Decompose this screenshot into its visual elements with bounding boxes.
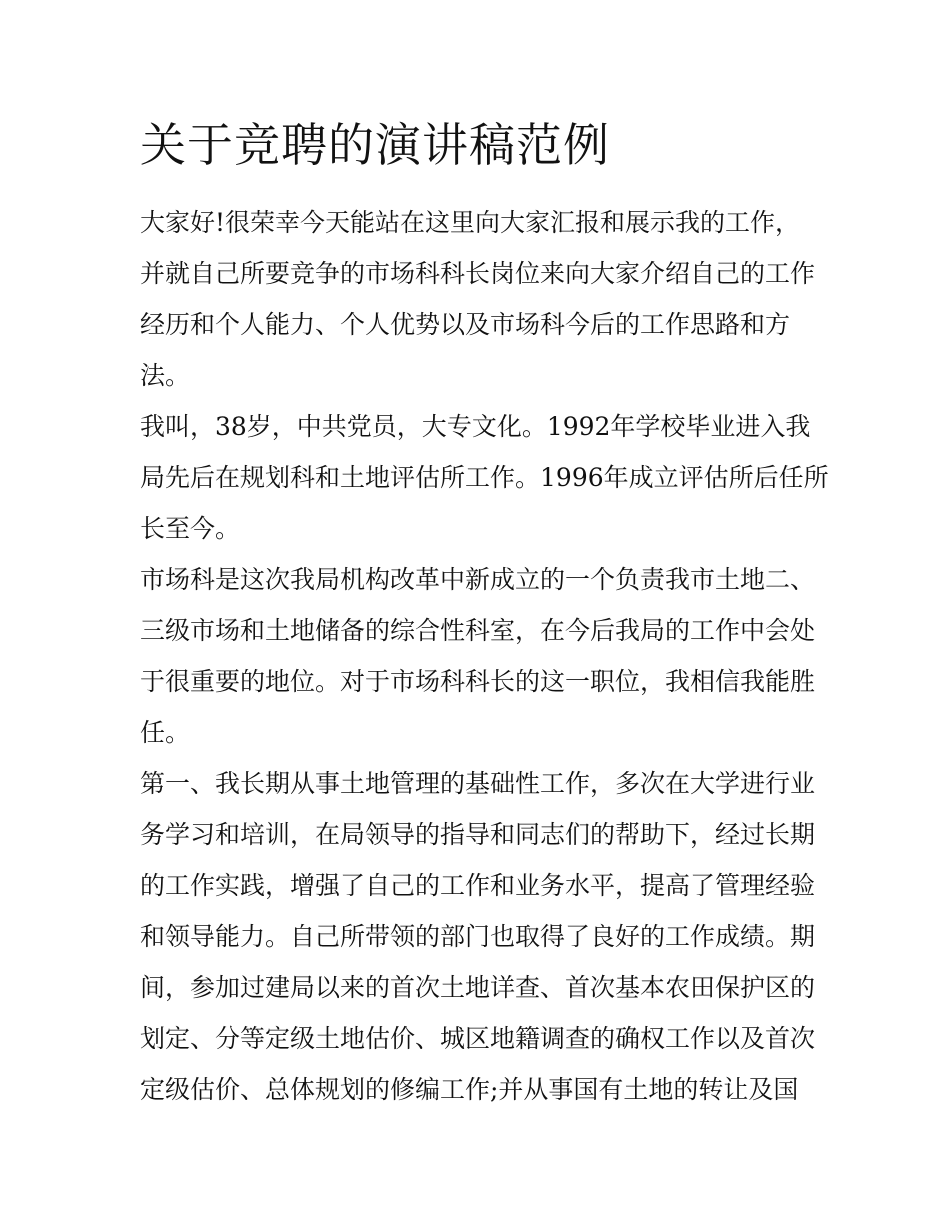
body-line: 我叫，38岁，中共党员，大专文化。1992年学校毕业进入我 [140,412,811,441]
body-line: 法。 [140,361,191,390]
body-line: 市场科是这次我局机构改革中新成立的一个负责我市土地二、 [140,565,816,594]
document-title: 关于竞聘的演讲稿范例 [140,118,610,172]
body-line: 第一、我长期从事土地管理的基础性工作，多次在大学进行业 [140,769,816,798]
body-line: 的工作实践，增强了自己的工作和业务水平，提高了管理经验 [140,871,816,900]
body-line: 经历和个人能力、个人优势以及市场科今后的工作思路和方 [140,310,791,339]
body-line: 长至今。 [140,514,241,543]
body-line: 定级估价、总体规划的修编工作;并从事国有土地的转让及国 [140,1075,799,1104]
body-line: 三级市场和土地储备的综合性科室，在今后我局的工作中会处 [140,616,816,645]
body-line: 并就自己所要竞争的市场科科长岗位来向大家介绍自己的工作 [140,259,816,288]
body-line: 局先后在规划科和土地评估所工作。1996年成立评估所后任所 [140,463,829,492]
body-line: 间，参加过建局以来的首次土地详查、首次基本农田保护区的 [140,973,816,1002]
body-line: 务学习和培训，在局领导的指导和同志们的帮助下，经过长期 [140,820,816,849]
body-line: 于很重要的地位。对于市场科科长的这一职位，我相信我能胜 [140,667,816,696]
body-line: 任。 [140,718,191,747]
body-line: 划定、分等定级土地估价、城区地籍调查的确权工作以及首次 [140,1024,816,1053]
body-line: 大家好!很荣幸今天能站在这里向大家汇报和展示我的工作， [140,208,801,237]
body-line: 和领导能力。自己所带领的部门也取得了良好的工作成绩。期 [140,922,816,951]
